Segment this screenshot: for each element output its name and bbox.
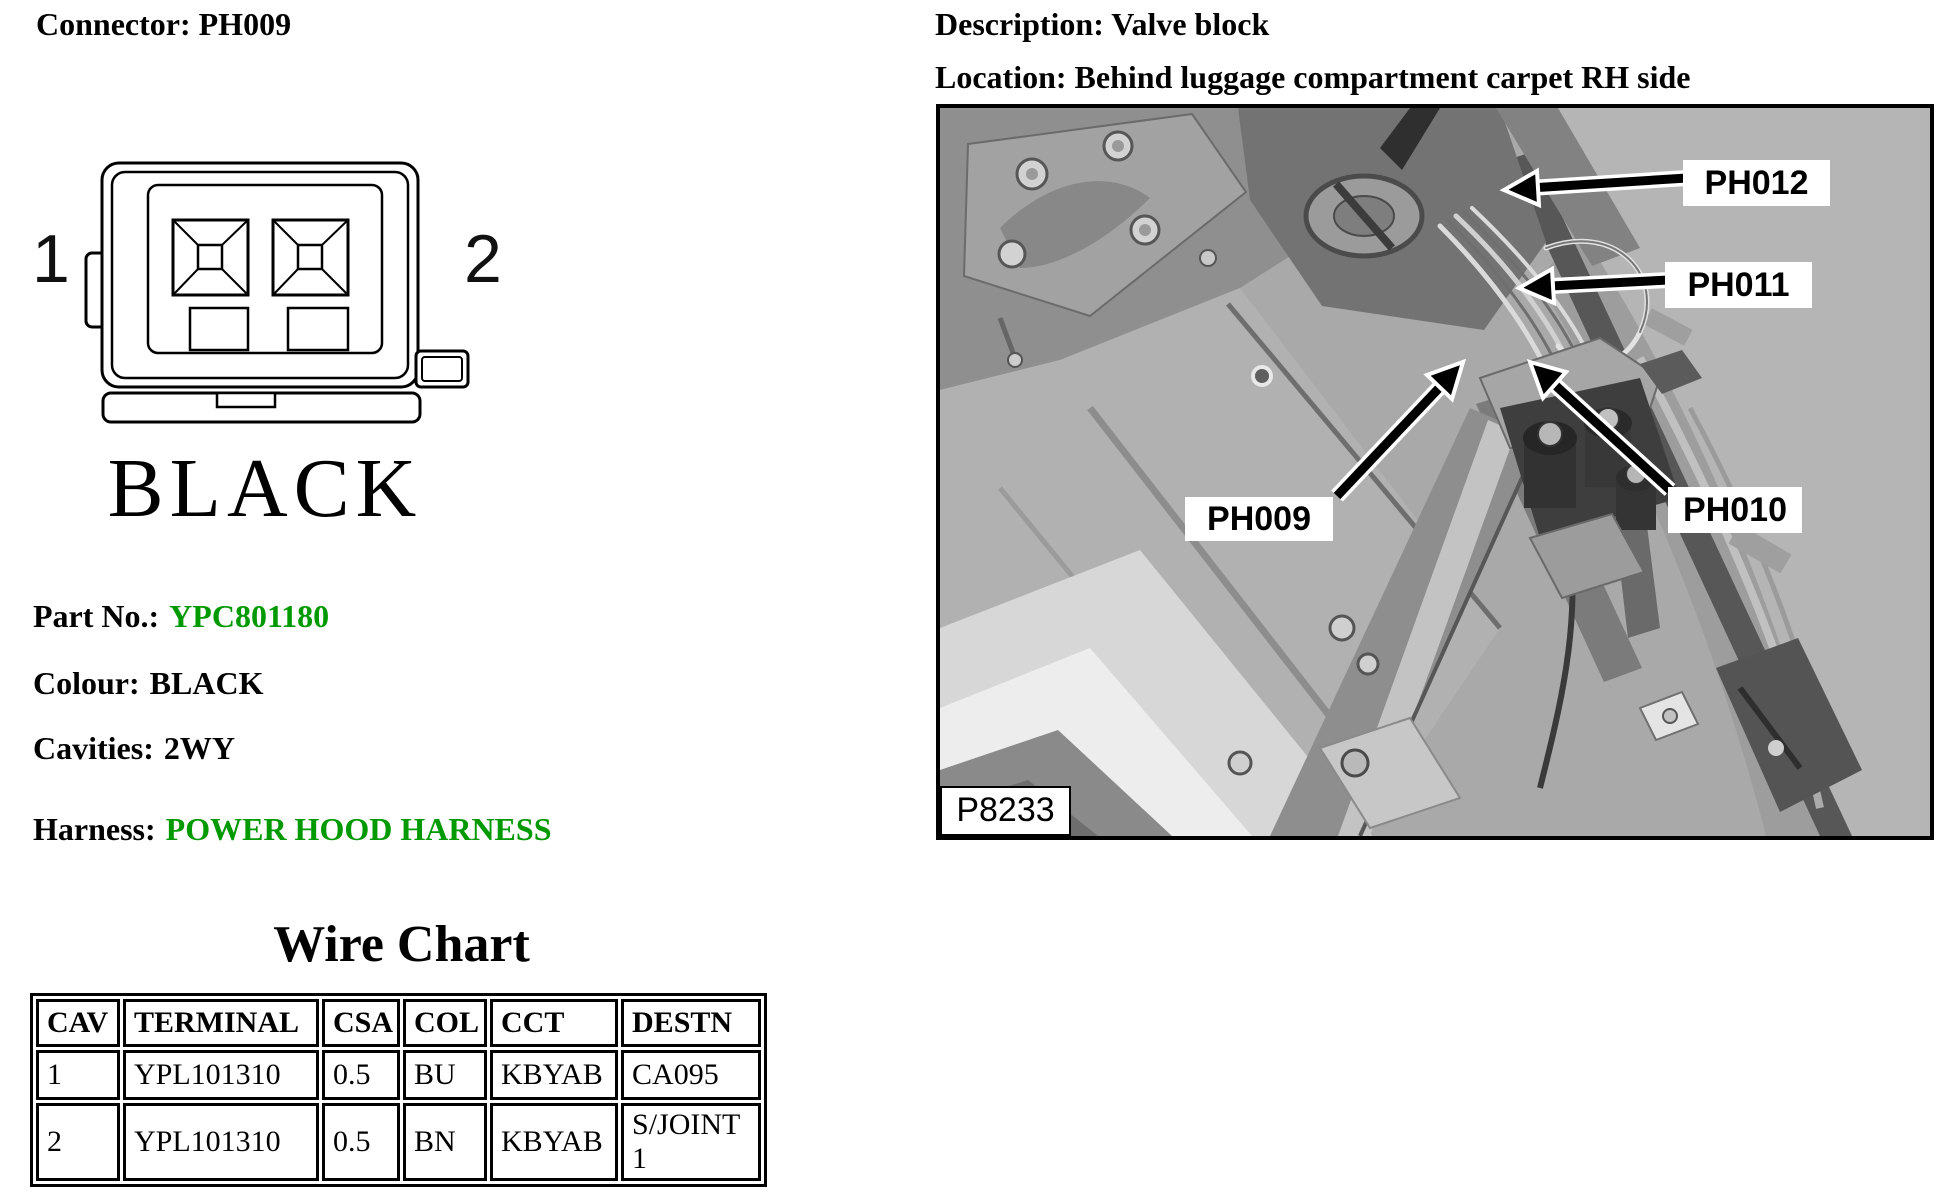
callout-ph009: PH009 bbox=[1185, 497, 1333, 541]
cell-csa-2: 0.5 bbox=[322, 1103, 400, 1181]
detail-cavities bbox=[33, 730, 235, 767]
pin-2-label: 2 bbox=[464, 221, 502, 297]
column-header-csa: CSA bbox=[322, 999, 400, 1047]
cell-cav-1: 1 bbox=[36, 1050, 120, 1100]
column-header-terminal: TERMINAL bbox=[123, 999, 319, 1047]
callout-ph010: PH010 bbox=[1668, 487, 1802, 533]
description-header: Description: Valve block bbox=[935, 6, 1270, 42]
detail-part-no-value: YPC801180 bbox=[169, 598, 330, 634]
cell-cct-1: KBYAB bbox=[490, 1050, 618, 1100]
location-photo-illustration bbox=[940, 108, 1930, 836]
detail-colour bbox=[33, 665, 263, 702]
cell-cct-2: KBYAB bbox=[490, 1103, 618, 1181]
cell-col-2: BN bbox=[403, 1103, 487, 1181]
cell-terminal-2: YPL101310 bbox=[123, 1103, 319, 1181]
cell-terminal-1: YPL101310 bbox=[123, 1050, 319, 1100]
wire-chart-table bbox=[30, 993, 767, 1187]
connector-header: Connector: PH009 bbox=[36, 6, 292, 42]
cell-cav-2: 2 bbox=[36, 1103, 120, 1181]
detail-part-no-label: Part No.: bbox=[33, 598, 160, 634]
column-header-destn: DESTN bbox=[621, 999, 761, 1047]
detail-colour-value: BLACK bbox=[149, 665, 264, 701]
column-header-cav: CAV bbox=[36, 999, 120, 1047]
wire-chart-row-1 bbox=[36, 1050, 761, 1100]
connector-colour-caption: BLACK bbox=[107, 442, 423, 535]
wire-chart-row-2 bbox=[36, 1103, 761, 1181]
detail-cavities-value: 2WY bbox=[163, 730, 235, 766]
column-header-col: COL bbox=[403, 999, 487, 1047]
detail-harness-label: Harness: bbox=[33, 811, 156, 847]
cell-destn-2: S/JOINT 1 bbox=[621, 1103, 761, 1181]
callout-ph012: PH012 bbox=[1683, 160, 1830, 206]
location-header: Location: Behind luggage compartment carpet RH side bbox=[935, 59, 1691, 95]
detail-harness-value: POWER HOOD HARNESS bbox=[165, 811, 552, 847]
connector-face-diagram bbox=[20, 150, 510, 450]
cell-destn-1: CA095 bbox=[621, 1050, 761, 1100]
detail-colour-label: Colour: bbox=[33, 665, 140, 701]
cell-col-1: BU bbox=[403, 1050, 487, 1100]
callout-ph011: PH011 bbox=[1665, 262, 1812, 308]
wire-chart-title: Wire Chart bbox=[273, 916, 530, 973]
detail-harness bbox=[33, 811, 551, 848]
detail-part-no bbox=[33, 598, 329, 635]
location-photo bbox=[936, 104, 1934, 840]
wire-chart-header-row bbox=[36, 999, 761, 1047]
detail-cavities-label: Cavities: bbox=[33, 730, 154, 766]
column-header-cct: CCT bbox=[490, 999, 618, 1047]
figure-number-label: P8233 bbox=[940, 786, 1071, 836]
pin-1-label: 1 bbox=[32, 221, 70, 297]
cell-csa-1: 0.5 bbox=[322, 1050, 400, 1100]
